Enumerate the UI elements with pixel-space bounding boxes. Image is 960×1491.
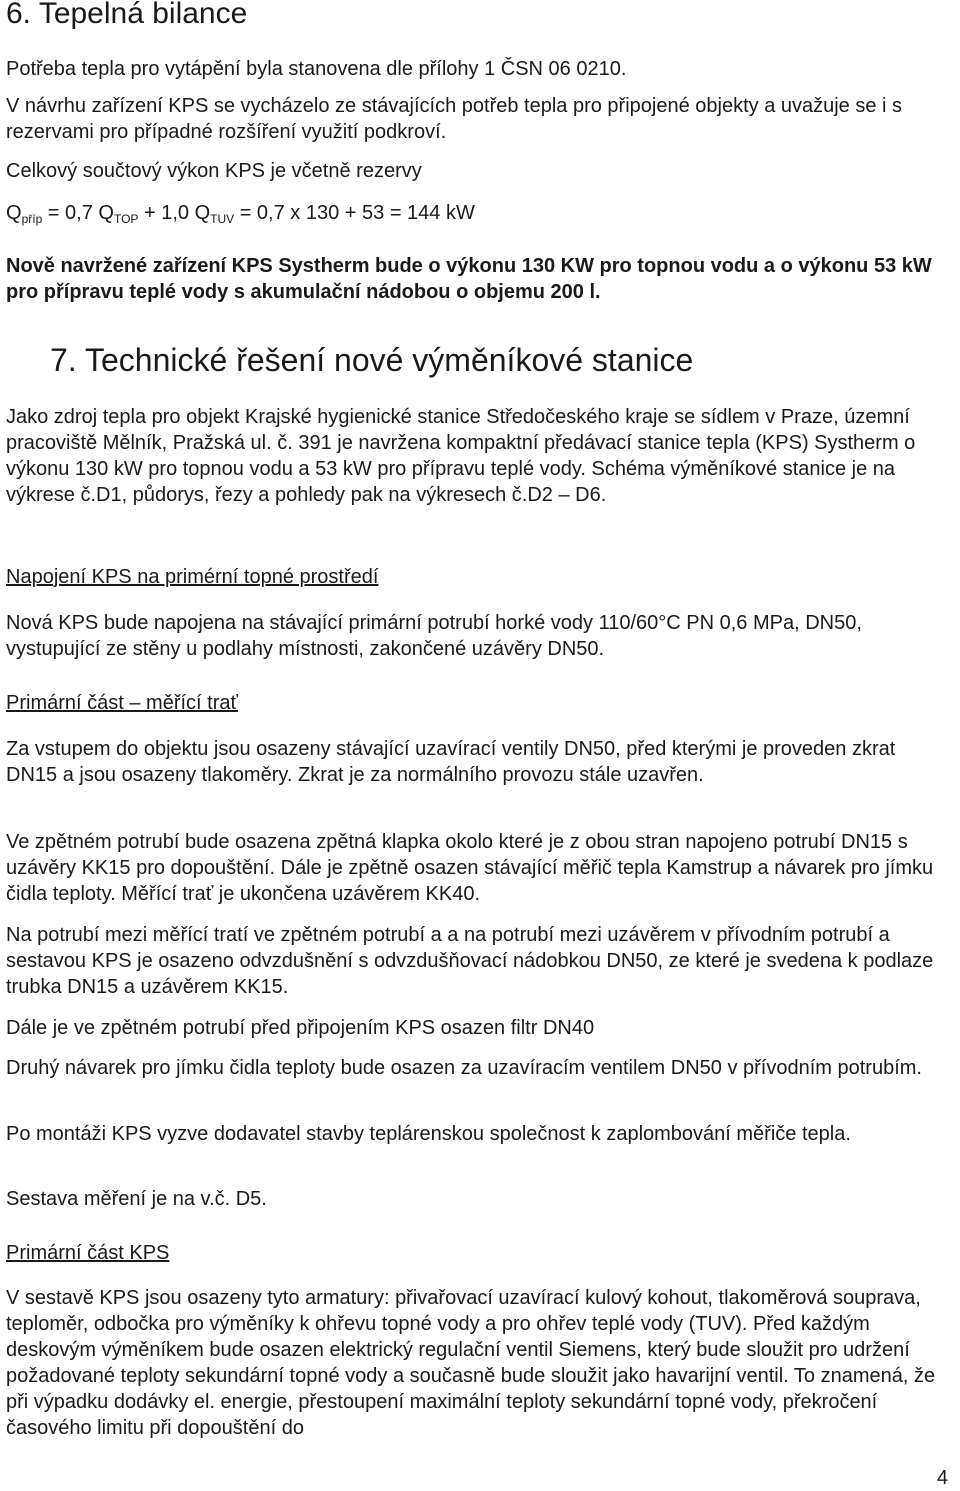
- formula-line: [6, 200, 951, 232]
- paragraph-heat-source: Jako zdroj tepla pro objekt Krajské hygienické stanice Středočeského kraje se sídlem v Praze, územní pracoviště Mělník, Pražská ul. č. 391 je navržena kompaktní předávací stanice tepla (KPS) Systherm o výkonu 130 kW pro topnou vodu a 53 kW pro přípravu teplé vody. Schéma výměníkové stanice je na výkrese č.D1, půdorys, řezy a pohledy pak na výkresech č.D2 – D6.: [6, 406, 916, 506]
- formula-q: Q: [6, 202, 22, 224]
- paragraph-new-equipment-bold: Nově navržené zařízení KPS Systherm bude o výkonu 130 KW pro topnou vodu a o výkonu 53 kW pro přípravu teplé vody s akumulační nádobou o objemu 200 l.: [6, 255, 932, 303]
- paragraph-metering-drawing: Sestava měření je na v.č. D5.: [6, 1188, 267, 1210]
- paragraph-shutoff-valves: Za vstupem do objektu jsou osazeny stávající uzavírací ventily DN50, před kterými je proveden zkrat DN15 a jsou osazeny tlakoměry. Zkrat je za normálního provozu stále uzavřen.: [6, 738, 896, 786]
- paragraph-sealing: Po montáži KPS vyzve dodavatel stavby teplárenskou společnost k zaplombování měřiče tepla.: [6, 1123, 851, 1145]
- paragraph-heat-demand: Potřeba tepla pro vytápění byla stanovena dle přílohy 1 ČSN 06 0210.: [6, 58, 627, 80]
- paragraph-design-basis: V návrhu zařízení KPS se vycházelo ze stávajících potřeb tepla pro připojené objekty a uvažuje se i s rezervami pro případné rozšíření využití podkroví.: [6, 95, 903, 143]
- paragraph-sensor-socket: Druhý návarek pro jímku čidla teploty bude osazen za uzavíracím ventilem DN50 v přívodním potrubím.: [6, 1057, 922, 1079]
- subheading-metering-line: Primární část – měřící trať: [6, 692, 238, 714]
- formula-sub-top: TOP: [113, 212, 139, 226]
- paragraph-air-vent: Na potrubí mezi měřící tratí ve zpětném potrubí a a na potrubí mezi uzávěrem v přívodním potrubí a sestavou KPS je osazeno odvzdušnění s odvzdušňovací nádobkou DN50, ze které je svedena k podlaze trubka DN15 a uzávěrem KK15.: [6, 924, 934, 998]
- paragraph-total-output: Celkový součtový výkon KPS je včetně rezervy: [6, 160, 422, 182]
- formula-part-1: = 0,7 Q: [42, 202, 114, 224]
- section-6-heading: 6. Tepelná bilance: [6, 0, 248, 30]
- formula-part-3: = 0,7 x 130 + 53 = 144 kW: [234, 202, 475, 224]
- paragraph-kps-fittings: V sestavě KPS jsou osazeny tyto armatury: přivařovací uzavírací kulový kohout, tlakoměrová souprava, teploměr, odbočka pro výměníky k ohřevu topné vody a pro ohřev teplé vody (TUV). Před každým deskovým výměníkem bude osazen elektrický regulační ventil Siemens, který bude sloužit pro udržení požadované teploty sekundární topné vody a současně bude sloužit jako havarijní ventil. To znamená, že při výpadku dodávky el. energie, přestoupení maximální teploty sekundární topné vody, překročení časového limitu při dopouštění do: [6, 1287, 936, 1439]
- formula-part-2: + 1,0 Q: [138, 202, 211, 224]
- subheading-primary-kps: Primární část KPS: [6, 1242, 170, 1264]
- formula-sub-tuv: TUV: [210, 212, 235, 226]
- paragraph-filter: Dále je ve zpětném potrubí před připojením KPS osazen filtr DN40: [6, 1017, 595, 1039]
- page-number: 4: [936, 1467, 948, 1489]
- section-7-heading: 7. Technické řešení nové výměníkové stanice: [50, 342, 694, 378]
- subheading-primary-connection: Napojení KPS na primérní topné prostředí: [6, 566, 379, 588]
- paragraph-return-pipe: Ve zpětném potrubí bude osazena zpětná klapka okolo které je z obou stran napojeno potrubí DN15 s uzávěry KK15 pro dopouštění. Dále je zpětně osazen stávající měřič tepla Kamstrup a návarek pro jímku čidla teploty. Měřící trať je ukončena uzávěrem KK40.: [6, 831, 934, 905]
- paragraph-primary-connection: Nová KPS bude napojena na stávající primární potrubí horké vody 110/60°C PN 0,6 MPa, DN50, vystupující ze stěny u podlahy místnosti, zakončené uzávěry DN50.: [6, 612, 862, 660]
- formula-sub-prip: příp: [21, 212, 43, 226]
